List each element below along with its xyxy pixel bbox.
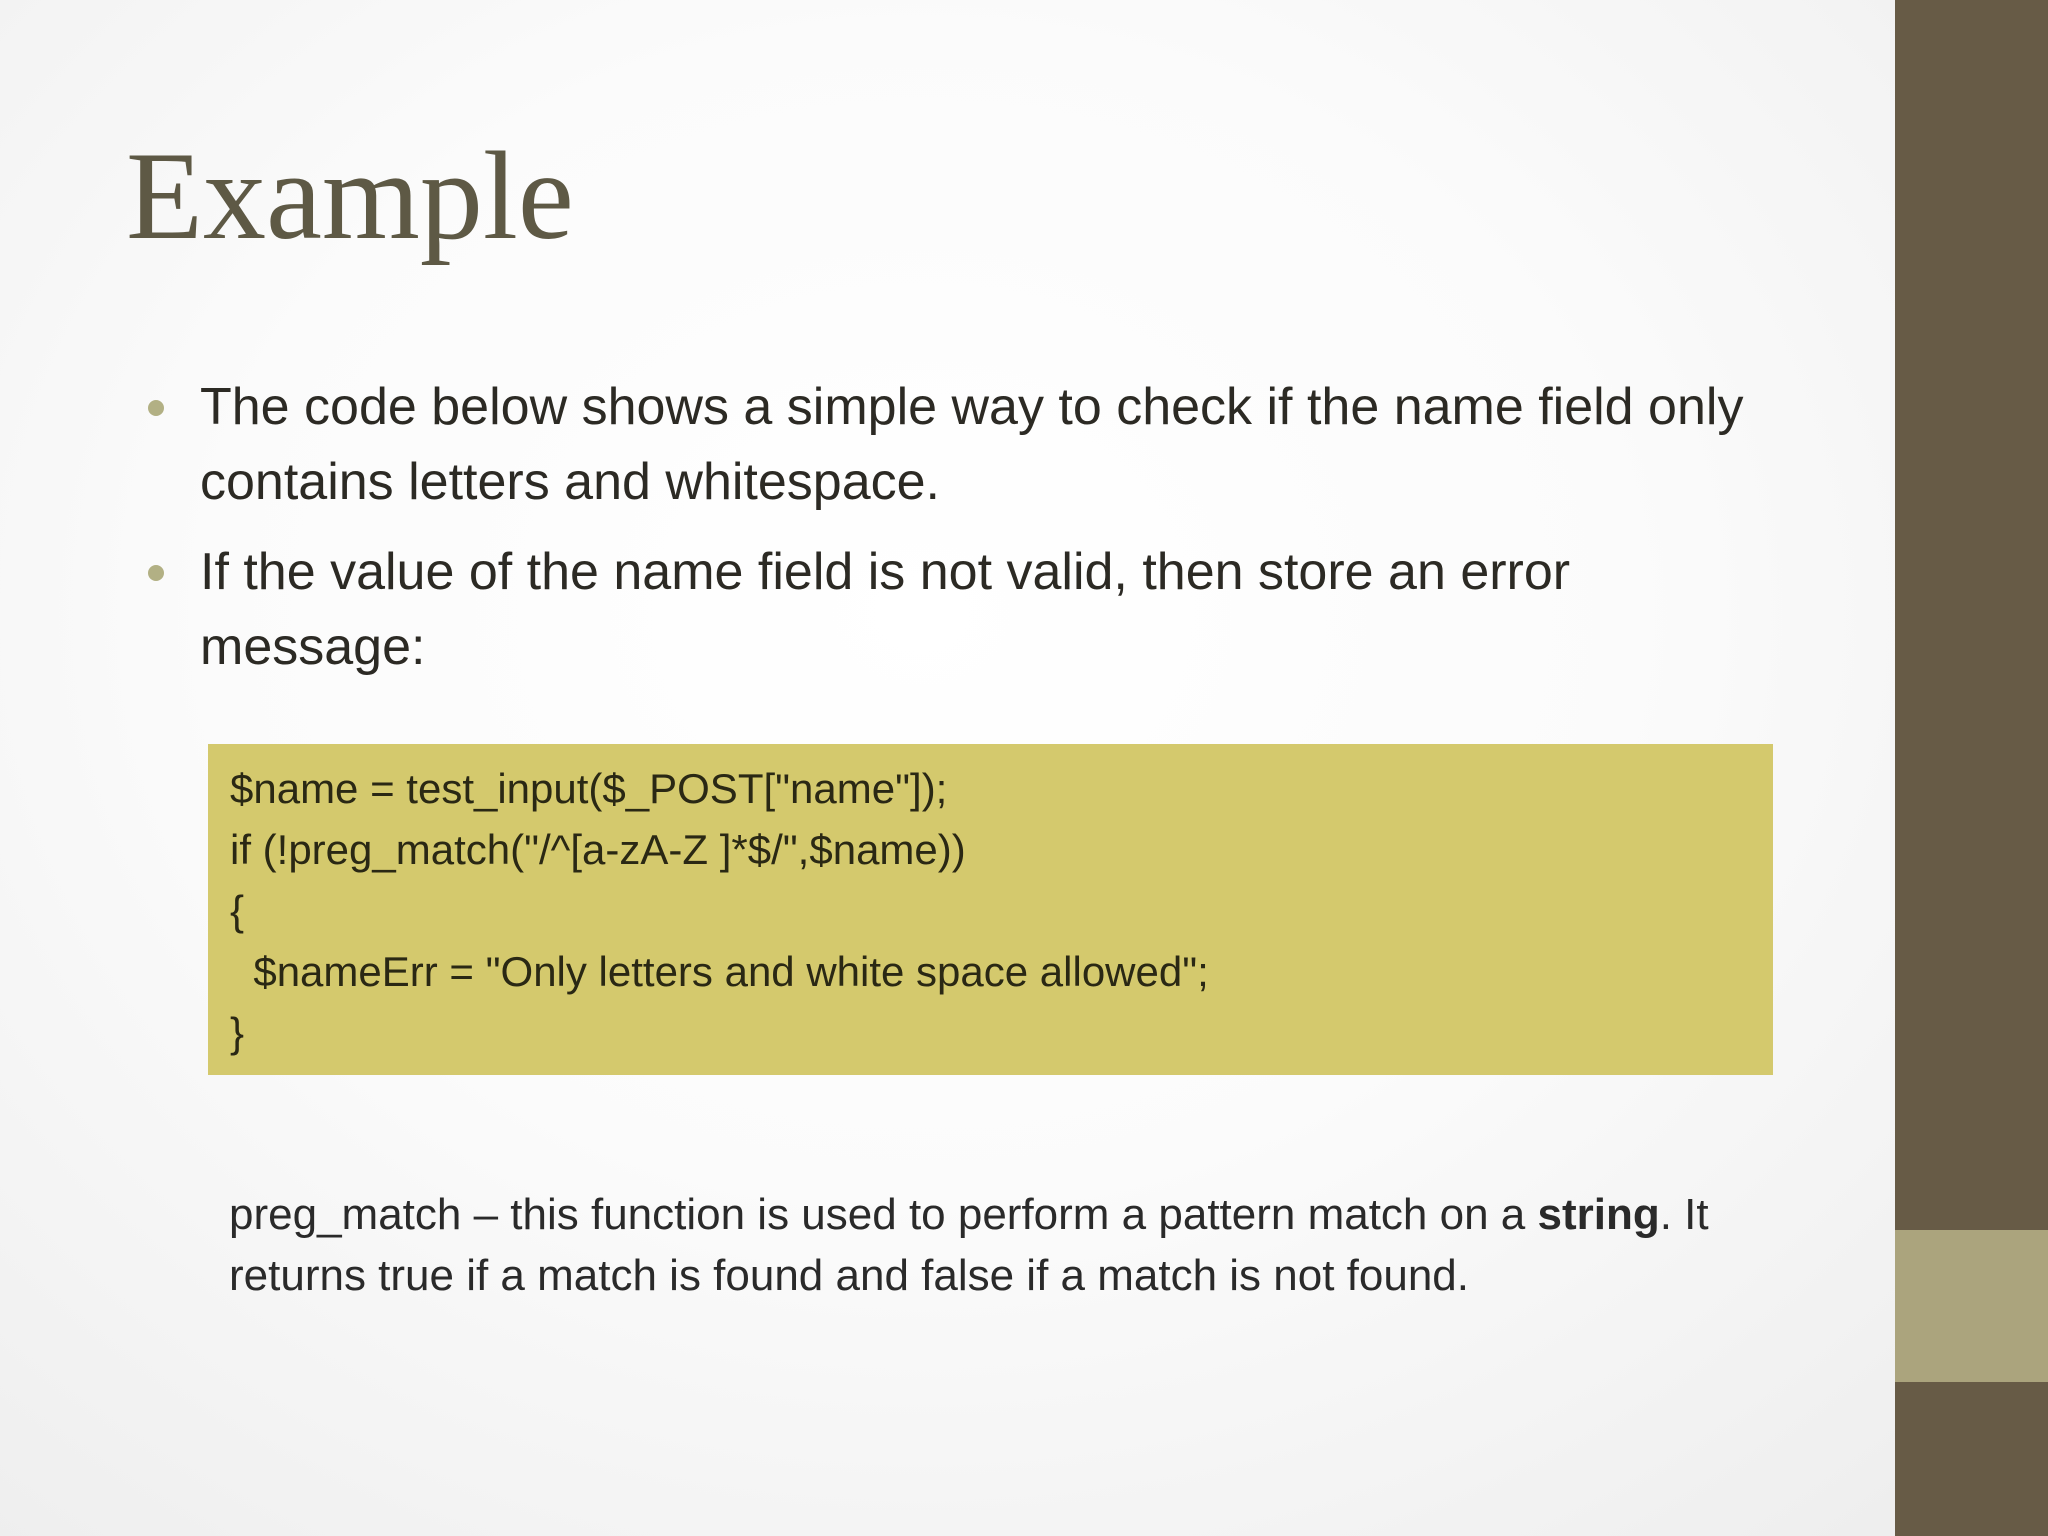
bullet-dot-icon [148, 400, 164, 416]
bullet-text: The code below shows a simple way to check if the name field only contains letters and whitespace. [200, 378, 1744, 511]
bullet-item [148, 370, 1788, 520]
bullet-list [148, 370, 1788, 700]
note-text-end: . It returns true if a match is found and false if a match is not found. [229, 1190, 1709, 1300]
bullet-text: If the value of the name field is not valid, then store an error message: [200, 543, 1571, 676]
code-line: $nameErr = "Only letters and white space allowed"; [230, 948, 1209, 995]
sidebar-accent-block [1895, 1230, 2048, 1382]
code-line: if (!preg_match("/^[a-zA-Z ]*$/",$name)) [230, 826, 966, 873]
bullet-dot-icon [148, 565, 164, 581]
note-bold-term: string [1537, 1190, 1660, 1239]
code-line: } [230, 1009, 245, 1056]
function-note [229, 1184, 1829, 1306]
slide-title: Example [126, 127, 574, 266]
bullet-item [148, 535, 1788, 685]
code-line: $name = test_input($_POST["name"]); [230, 765, 948, 812]
code-block [208, 744, 1773, 1075]
code-line: { [230, 887, 245, 934]
note-text-start: preg_match – this function is used to perform a pattern match on a [229, 1190, 1538, 1239]
